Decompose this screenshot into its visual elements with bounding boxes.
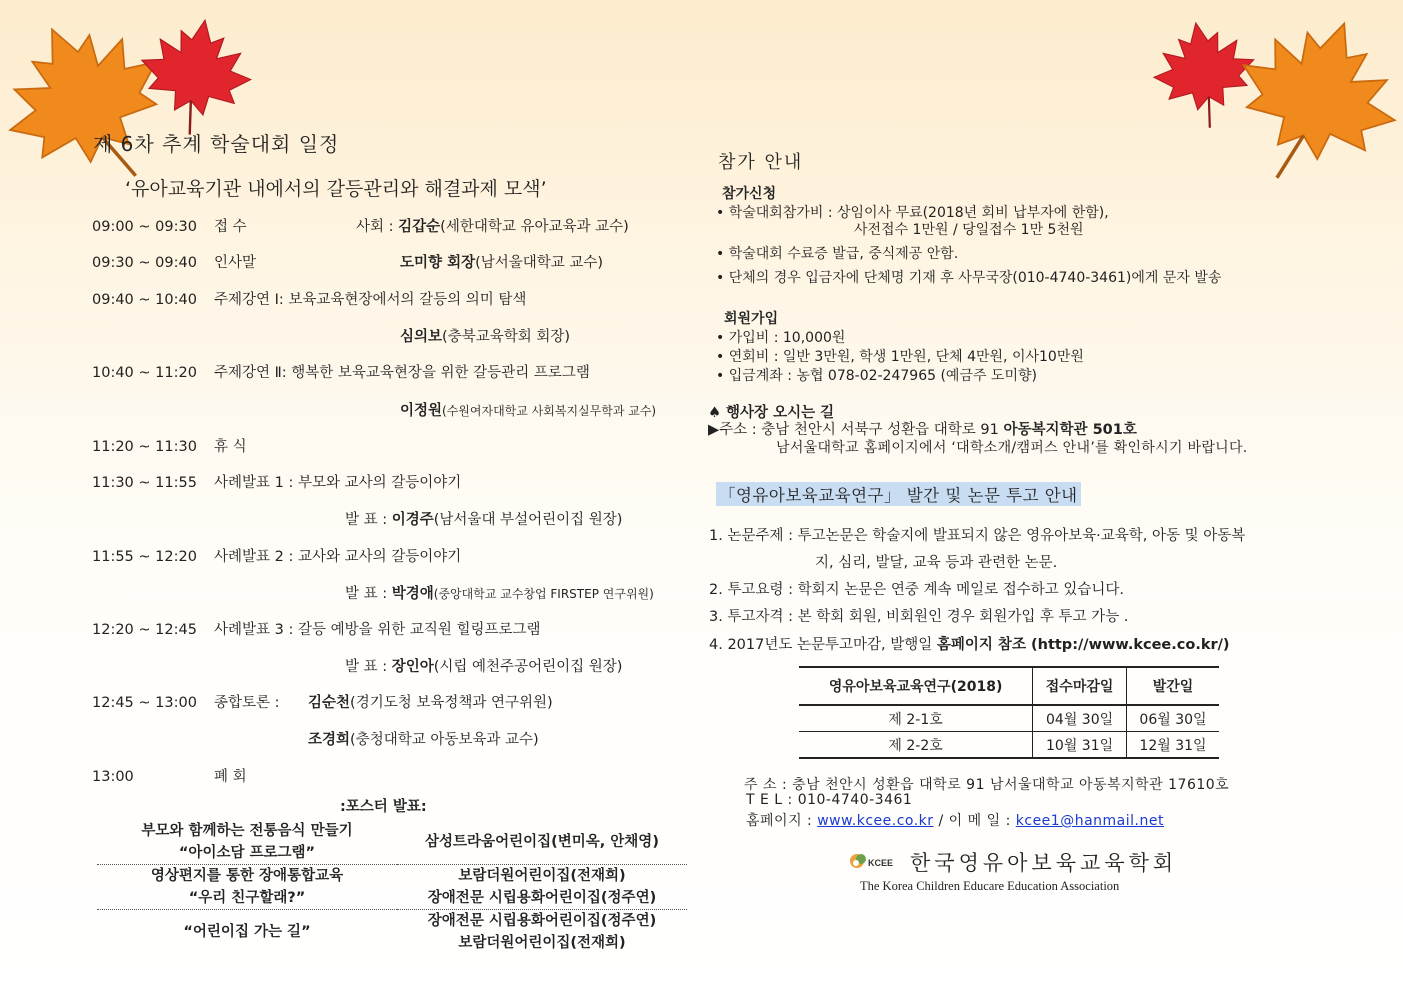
journal-homepage-ref: 홈페이지 참조 (http://www.kcee.co.kr/) — [936, 637, 1230, 653]
journal-item — [709, 633, 1230, 654]
directions-note: 남서울대학교 홈페이지에서 ‘대학소개/캠퍼스 안내’를 확인하시기 바랍니다. — [776, 440, 1248, 456]
journal-item: 지, 심리, 발달, 교육 등과 관련한 논문. — [815, 555, 1058, 571]
poster-row — [97, 820, 687, 842]
presenter-role: 발 표 : — [345, 586, 392, 602]
deadline-row — [799, 732, 1219, 759]
schedule-time: 09:30 ~ 09:40 — [92, 255, 197, 271]
poster-presenter — [397, 887, 687, 910]
schedule-person — [345, 508, 622, 529]
poster-title-line: 부모와 함께하는 전통음식 만들기 — [141, 823, 353, 839]
schedule-person — [345, 582, 654, 603]
poster-title-line: “어린이집 가는 길” — [183, 924, 311, 940]
presenter-affiliation: (시립 예천주공어린이집 원장) — [433, 659, 623, 675]
schedule-time: 13:00 — [92, 769, 134, 785]
schedule-item: 사례발표 1 : 부모와 교사의 갈등이야기 — [214, 475, 462, 491]
presenter-affiliation: (남서울대 부설어린이집 원장) — [433, 512, 623, 528]
schedule-person — [400, 251, 603, 272]
schedule-time: 09:40 ~ 10:40 — [92, 292, 197, 308]
poster-presenter — [397, 820, 687, 865]
registration-group: • 단체의 경우 입금자에 단체명 기재 후 사무국장(010-4740-3461)에게 문자 발송 — [716, 270, 1222, 286]
registration-fee: • 학술대회참가비 : 상임이사 무료(2018년 회비 납부자에 한함), — [716, 205, 1109, 221]
membership-item: • 가입비 : 10,000원 — [716, 330, 846, 346]
schedule-person — [308, 691, 553, 712]
journal-item: 3. 투고자격 : 본 학회 회원, 비회원인 경우 회원가입 후 투고 가능 . — [709, 609, 1129, 625]
presenter-affiliation: (수원여자대학교 사회복지실무학과 교수) — [442, 404, 657, 418]
poster-section-title: :포스터 발표: — [340, 799, 427, 815]
membership-heading: 회원가입 — [724, 311, 779, 327]
schedule-row — [92, 251, 256, 272]
journal-item: 1. 논문주제 : 투고논문은 학술지에 발표되지 않은 영유아보육·교육학, 아동 및 아동복 — [709, 528, 1246, 544]
poster-title — [97, 842, 397, 865]
presenter-name: 김순천 — [308, 695, 351, 711]
schedule-item: 폐 회 — [214, 769, 247, 785]
schedule-time: 10:40 ~ 11:20 — [92, 365, 197, 381]
schedule-time: 12:45 ~ 13:00 — [92, 695, 197, 711]
venue-address — [708, 418, 1137, 439]
deadline-cell: 04월 30일 — [1033, 705, 1127, 732]
schedule-time: 11:55 ~ 12:20 — [92, 549, 197, 565]
venue-room: 아동복지학관 501호 — [1003, 422, 1137, 438]
schedule-row — [92, 471, 461, 492]
poster-presenter-line: 보람더원어린이집(전재희) — [458, 935, 626, 951]
poster-presenter-line: 보람더원어린이집(전재희) — [458, 868, 626, 884]
deadline-header: 발간일 — [1126, 667, 1219, 705]
schedule-item: 접 수 — [214, 219, 247, 235]
contact-tel: T E L : 010-4740-3461 — [746, 792, 913, 808]
presenter-role: 사회 : — [356, 219, 399, 235]
poster-presenter — [397, 932, 687, 954]
presenter-name: 장인아 — [391, 659, 434, 675]
homepage-link[interactable]: www.kcee.co.kr — [817, 813, 934, 829]
poster-presenter — [397, 910, 687, 933]
issue-cell: 제 2-1호 — [799, 705, 1033, 732]
poster-title-line: 영상편지를 통한 장애통합교육 — [150, 868, 344, 884]
schedule-item: 주제강연 Ⅱ: 행복한 보육교육현장을 위한 갈등관리 프로그램 — [214, 365, 590, 381]
poster-table — [97, 820, 687, 954]
registration-certificate: • 학술대회 수료증 발급, 중식제공 안함. — [716, 246, 959, 262]
participation-title: 참가 안내 — [718, 152, 804, 173]
presenter-name: 이경주 — [391, 512, 434, 528]
presenter-affiliation: (중앙대학교 교수창업 FIRSTEP 연구위원) — [433, 587, 654, 601]
poster-title-line: “아이소담 프로그램” — [178, 845, 316, 861]
poster-presenter-line: 장애전문 시립용화어린이집(정주연) — [427, 913, 657, 929]
membership-item: • 입금계좌 : 농협 078-02-247965 (예금주 도미향) — [716, 368, 1037, 384]
poster-presenter-line: 삼성트라움어린이집(변미옥, 안채영) — [425, 834, 659, 850]
maple-leaf-red-left-icon — [135, 12, 255, 142]
schedule-person — [308, 728, 539, 749]
kcee-logo-icon — [848, 850, 900, 872]
schedule-row — [92, 288, 526, 309]
registration-heading: 참가신청 — [722, 186, 777, 202]
publish-cell: 06월 30일 — [1126, 705, 1219, 732]
presenter-name: 박경애 — [391, 586, 434, 602]
poster-title — [97, 910, 397, 955]
presenter-affiliation: (충북교육학회 회장) — [442, 329, 571, 345]
deadline-cell: 10월 31일 — [1033, 732, 1127, 759]
issue-cell: 제 2-2호 — [799, 732, 1033, 759]
org-name-korean: 한국영유아보육교육학회 — [910, 851, 1178, 875]
schedule-row — [92, 215, 247, 236]
schedule-time: 11:30 ~ 11:55 — [92, 475, 197, 491]
deadline-row — [799, 705, 1219, 732]
schedule-row — [92, 691, 280, 712]
presenter-name: 도미향 회장 — [400, 255, 476, 271]
schedule-item: 인사말 — [214, 255, 257, 271]
journal-heading: 「영유아보육교육연구」 발간 및 논문 투고 안내 — [716, 482, 1081, 506]
conference-subtitle: ‘유아교육기관 내에서의 갈등관리와 해결과제 모색’ — [125, 178, 547, 200]
poster-row — [97, 910, 687, 933]
schedule-person — [356, 215, 629, 236]
schedule-time: 12:20 ~ 12:45 — [92, 622, 197, 638]
journal-item-text: 4. 2017년도 논문투고마감, 발행일 — [709, 637, 937, 653]
publish-cell: 12월 31일 — [1126, 732, 1219, 759]
schedule-row — [92, 545, 461, 566]
schedule-row — [92, 618, 541, 639]
presenter-affiliation: (남서울대학교 교수) — [475, 255, 604, 271]
schedule-time: 11:20 ~ 11:30 — [92, 439, 197, 455]
presenter-name: 심의보 — [400, 329, 443, 345]
org-name-english: The Korea Children Educare Education Association — [860, 879, 1120, 893]
schedule-item: 사례발표 3 : 갈등 예방을 위한 교직원 힐링프로그램 — [214, 622, 541, 638]
poster-title — [97, 865, 397, 888]
email-link[interactable]: kcee1@hanmail.net — [1015, 813, 1164, 829]
directions-heading: ♠ 행사장 오시는 길 — [708, 405, 835, 421]
poster-title — [97, 820, 397, 842]
poster-row — [97, 887, 687, 910]
presenter-affiliation: (세한대학교 유아교육과 교수) — [440, 219, 629, 235]
presenter-name: 이정원 — [400, 403, 443, 419]
contact-web — [746, 810, 1164, 830]
schedule-person — [345, 655, 622, 676]
presenter-affiliation: (충청대학교 아동보육과 교수) — [350, 732, 539, 748]
schedule-person — [400, 325, 570, 346]
poster-title — [97, 887, 397, 910]
maple-leaf-orange-right-icon — [1228, 10, 1403, 195]
schedule-row — [92, 361, 590, 382]
venue-address-text: ▶주소 : 충남 천안시 서북구 성환읍 대학로 91 — [708, 422, 1004, 438]
schedule-row — [92, 765, 247, 786]
registration-fee-detail: 사전접수 1만원 / 당일접수 1만 5천원 — [854, 222, 1084, 238]
page-title: 제 6차 추계 학술대회 일정 — [93, 132, 340, 156]
presenter-role: 발 표 : — [345, 659, 392, 675]
email-label: / 이 메 일 : — [933, 813, 1016, 829]
presenter-name: 조경희 — [308, 732, 351, 748]
deadline-header: 접수마감일 — [1033, 667, 1127, 705]
logo-text: KCEE — [868, 858, 894, 868]
deadline-header: 영유아보육교육연구(2018) — [799, 667, 1033, 705]
poster-row — [97, 865, 687, 888]
presenter-affiliation: (경기도청 보육정책과 연구위원) — [350, 695, 553, 711]
poster-title-line: “우리 친구할래?” — [188, 890, 306, 906]
presenter-role: 발 표 : — [345, 512, 392, 528]
presenter-name: 김갑순 — [398, 219, 441, 235]
journal-item: 2. 투고요령 : 학회지 논문은 연중 계속 메일로 접수하고 있습니다. — [709, 582, 1124, 598]
deadline-table — [799, 666, 1219, 759]
schedule-item: 종합토론 : — [214, 695, 280, 711]
schedule-item: 휴 식 — [214, 439, 247, 455]
schedule-person — [400, 399, 656, 420]
deadline-header-row — [799, 667, 1219, 705]
homepage-label: 홈페이지 : — [746, 813, 818, 829]
schedule-time: 09:00 ~ 09:30 — [92, 219, 197, 235]
schedule-item: 주제강연 Ⅰ: 보육교육현장에서의 갈등의 의미 탐색 — [214, 292, 527, 308]
membership-item: • 연회비 : 일반 3만원, 학생 1만원, 단체 4만원, 이사10만원 — [716, 349, 1084, 365]
poster-presenter — [397, 865, 687, 888]
contact-address: 주 소 : 충남 천안시 성환읍 대학로 91 남서울대학교 아동복지학관 17610호 — [744, 777, 1230, 793]
schedule-row — [92, 435, 247, 456]
schedule-item: 사례발표 2 : 교사와 교사의 갈등이야기 — [214, 549, 462, 565]
poster-presenter-line: 장애전문 시립용화어린이집(정주연) — [427, 890, 657, 906]
